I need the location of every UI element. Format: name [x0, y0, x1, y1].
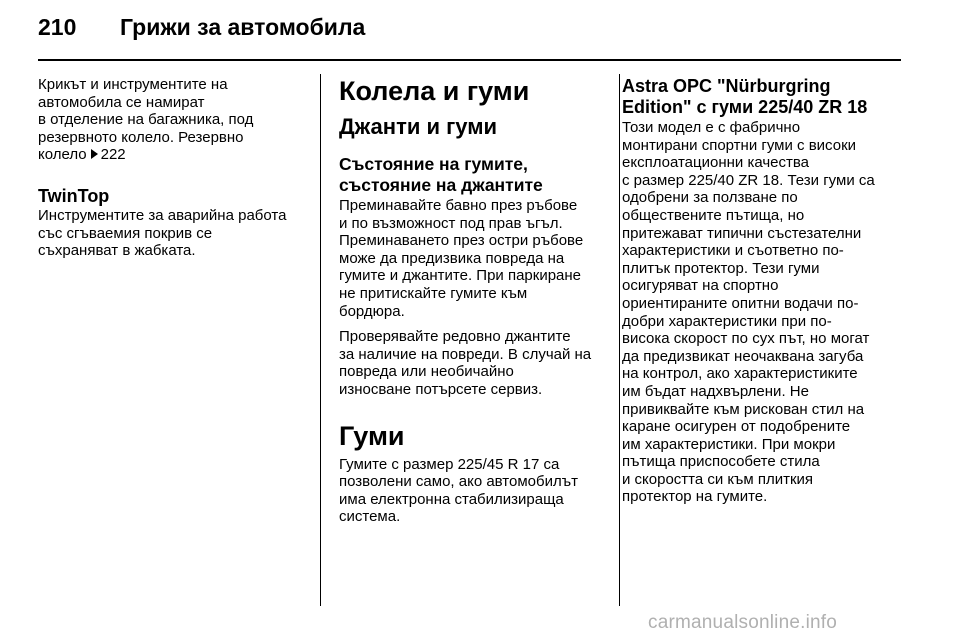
astra-opc-paragraph: Този модел е с фабрично монтирани спортни гуми с високи експлоатационни качества с размер 225/40 ZR 18. Тези гуми са одобрени за ползване по обществените пътища, но притежават типични състезателни характеристики и съответно по- плитък протектор. Тези гуми осигуряват на спортно ориентираните опитни водачи по- добри характеристики при по- висока скорост по сух път, но могат да предизвикат неочаквана загуба на контрол, ако характеристиките им бъдат надхвърлени. Не привиквайте към рискован стил на каране осигурен от подобрените им характеристики. При мокри пътища приспособете стила и скоростта си към плиткия протектор на гумите. [622, 119, 875, 506]
tyres-paragraph: Гумите с размер 225/45 R 17 са позволени само, ако автомобилът има електронна стабилизираща система. [339, 455, 578, 526]
subsection-heading-rims-tyres: Джанти и гуми [339, 114, 498, 139]
tyres-heading: Гуми [339, 420, 405, 451]
jack-paragraph: Крикът и инструментите на автомобила се намират в отделение на багажника, под резервното колело. Резервно колело 222 [38, 76, 306, 164]
check-rims-paragraph: Проверявайте редовно джантите за наличие на повреди. В случай на повреда или необичайно износване потърсете сервиз. [339, 328, 592, 398]
column-middle [339, 76, 609, 526]
column-divider-1 [320, 74, 321, 606]
section-heading-wheels-tyres: Колела и гуми [339, 76, 530, 106]
page-header [38, 14, 902, 54]
reference-page-link[interactable]: 222 [100, 146, 126, 164]
spare-wheel-reference: колело 222 [38, 146, 126, 164]
column-left [38, 76, 306, 260]
page-title: Грижи за автомобила [120, 14, 366, 40]
astra-opc-heading: Astra OPC "Nürburgring Edition" с гуми 225/40 ZR 18 [622, 76, 868, 117]
page-number: 210 [38, 14, 77, 40]
condition-paragraph: Преминавайте бавно през ръбове и по възможност под прав ъгъл. Преминаването през остри ръбове може да предизвика повреда на гумите и джантите. При паркиране не притискайте гумите към бордюра. [339, 197, 584, 320]
watermark: carmanualsonline.info [648, 612, 838, 633]
header-divider [38, 59, 901, 61]
column-right [622, 76, 912, 506]
page-reference-arrow-icon [91, 149, 98, 159]
condition-heading: Състояние на гумите, състояние на джантите [339, 154, 543, 195]
twintop-paragraph: Инструментите за аварийна работа със сгъваемия покрив се съхраняват в жабката. [38, 206, 287, 260]
column-divider-2 [619, 74, 620, 606]
twintop-heading: TwinTop [38, 185, 110, 206]
